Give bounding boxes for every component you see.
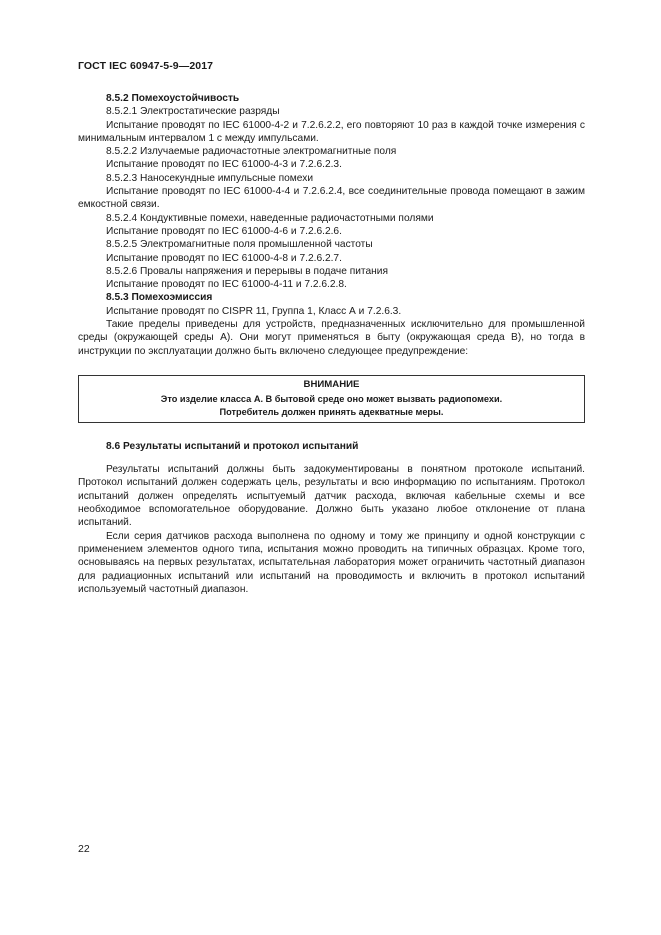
warning-line-2: Потребитель должен принять адекватные меры. [219, 406, 444, 417]
page-number: 22 [78, 843, 90, 855]
paragraph-8-5-3-limits: Такие пределы приведены для устройств, предназначенных исключительно для промышленной среды (окружающей среды А). Они могут применяться в быту (окружающая среда В), но тогда в инструкции по эксплуатации должно быть включено следующее предупреждение: [78, 319, 585, 357]
paragraph-8-5-2-2-heading: 8.5.2.2 Излучаемые радиочастотные электромагнитные поля [106, 146, 397, 158]
document-body [78, 92, 585, 596]
paragraph-8-5-2-1-text: Испытание проводят по IEC 61000-4-2 и 7.2.6.2.2, его повторяют 10 раз в каждой точке измерения с минимальным интервалом 1 с между импульсами. [78, 119, 585, 144]
paragraph-8-5-2-3-heading: 8.5.2.3 Наносекундные импульсные помехи [106, 172, 314, 184]
warning-line-1: Это изделие класса А. В бытовой среде оно может вызвать радиопомехи. [160, 394, 503, 405]
section-8-5-2-title: 8.5.2 Помехоустойчивость [106, 93, 240, 104]
paragraph-8-6-results: Результаты испытаний должны быть задокументированы в понятном протоколе испытаний. Протокол испытаний должен содержать цель, результаты и всю информацию по испытаниям. Протокол испытаний должен определять испытуемый датчик расхода, включая кабельные схемы и все необходимое вспомогательное оборудование. Должно быть указано любое отклонение от плана испытаний. [78, 464, 585, 529]
document-header: ГОСТ IEC 60947-5-9—2017 [78, 60, 214, 72]
paragraph-8-5-3-text: Испытание проводят по CISPR 11, Группа 1, Класс А и 7.2.6.3. [106, 305, 402, 317]
paragraph-8-5-2-6-heading: 8.5.2.6 Провалы напряжения и перерывы в подаче питания [106, 265, 388, 277]
paragraph-8-5-2-1-heading: 8.5.2.1 Электростатические разряды [106, 106, 280, 118]
warning-title: ВНИМАНИЕ [303, 378, 360, 390]
paragraph-8-5-2-2-text: Испытание проводят по IEC 61000-4-3 и 7.2.6.2.3. [106, 159, 342, 171]
warning-box [78, 375, 585, 423]
paragraph-8-6-series: Если серия датчиков расхода выполнена по одному и тому же принципу и одной конструкции с применением элементов одного типа, испытания можно проводить на типичных образцах. Кроме того, основываясь на первых результатах, испытательная лаборатория может ограничить частотный диапазон для радиационных испытаний или испытаний на проводимость и включить в протокол испытаний используемый частотный диапазон. [78, 530, 585, 595]
paragraph-8-5-2-4-heading: 8.5.2.4 Кондуктивные помехи, наведенные радиочастотными полями [106, 212, 434, 224]
section-spacer [78, 453, 585, 463]
paragraph-8-5-2-3-text: Испытание проводят по IEC 61000-4-4 и 7.2.6.2.4, все соединительные провода помещают в зажим емкостной связи. [78, 186, 585, 211]
paragraph-8-5-2-5-text: Испытание проводят по IEC 61000-4-8 и 7.2.6.2.7. [106, 252, 342, 264]
paragraph-8-5-2-5-heading: 8.5.2.5 Электромагнитные поля промышленной частоты [106, 239, 373, 251]
section-8-5-3-title: 8.5.3 Помехоэмиссия [106, 292, 213, 304]
section-8-6-title: 8.6 Результаты испытаний и протокол испытаний [106, 440, 359, 452]
paragraph-8-5-2-6-text: Испытание проводят по IEC 61000-4-11 и 7.2.6.2.8. [106, 279, 347, 291]
paragraph-8-5-2-4-text: Испытание проводят по IEC 61000-4-6 и 7.2.6.2.6. [106, 225, 342, 237]
